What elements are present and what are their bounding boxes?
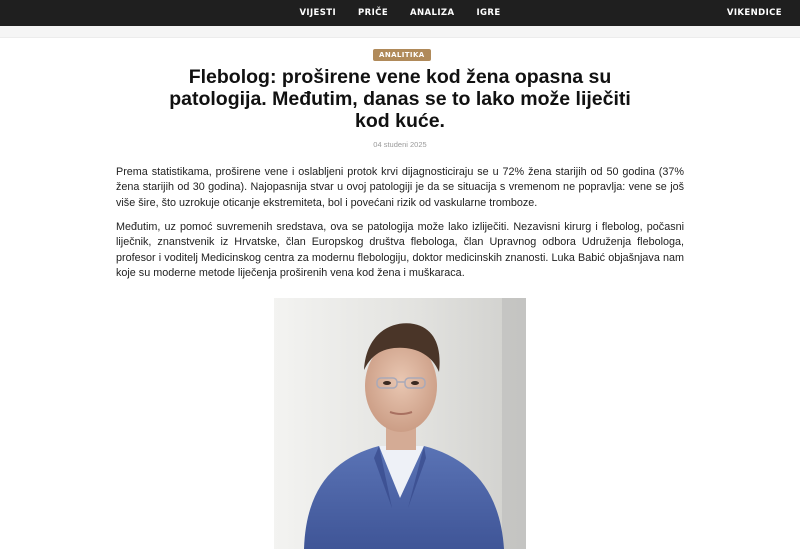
article-title: Flebolog: proširene vene kod žena opasna su patologija. Međutim, danas se to lako može liječiti kod kuće. [169,66,631,132]
nav-item-price[interactable]: PRIČE [358,8,389,18]
nav-item-vikendice[interactable]: VIKENDICE [726,8,782,18]
category-badge[interactable]: ANALITIKA [373,49,431,61]
nav-item-igre[interactable]: IGRE [476,8,501,18]
nav-item-vijesti[interactable]: VIJESTI [299,8,337,18]
article-paragraph-2: Međutim, uz pomoć suvremenih sredstava, ova se patologija može lako izliječiti. Nezavisni kirurg i flebolog, počasni liječnik, znanstvenik iz Hrvatske, član Europskog društva flebologa, član Upravnog odbora Udruženja flebologa, profesor i voditelj Medicinskog centra za modernu flebologiju, doktor medicinskih znanosti. Luka Babić objašnjava nam koje su moderne metode liječenja proširenih vena kod žena i muškaraca. [116,221,684,280]
main-nav [0,0,800,26]
doctor-portrait-image [274,298,526,549]
article-paragraph-1: Prema statistikama, proširene vene i oslabljeni protok krvi dijagnosticiraju se u 72% žena starijih od 50 godina (37% žena starijih od 30 godina). Najopasnija stvar u ovoj patologiji je da se situacija s vremenom ne popravlja: vene se još više šire, što uzrokuje oticanje ekstremiteta, bol i povećani rizik od vaskularne tromboze. [116,166,684,209]
header-divider [0,26,800,38]
nav-item-analiza[interactable]: ANALIZA [410,8,455,18]
article-date: 04 studeni 2025 [373,140,427,149]
article-photo [274,298,526,549]
